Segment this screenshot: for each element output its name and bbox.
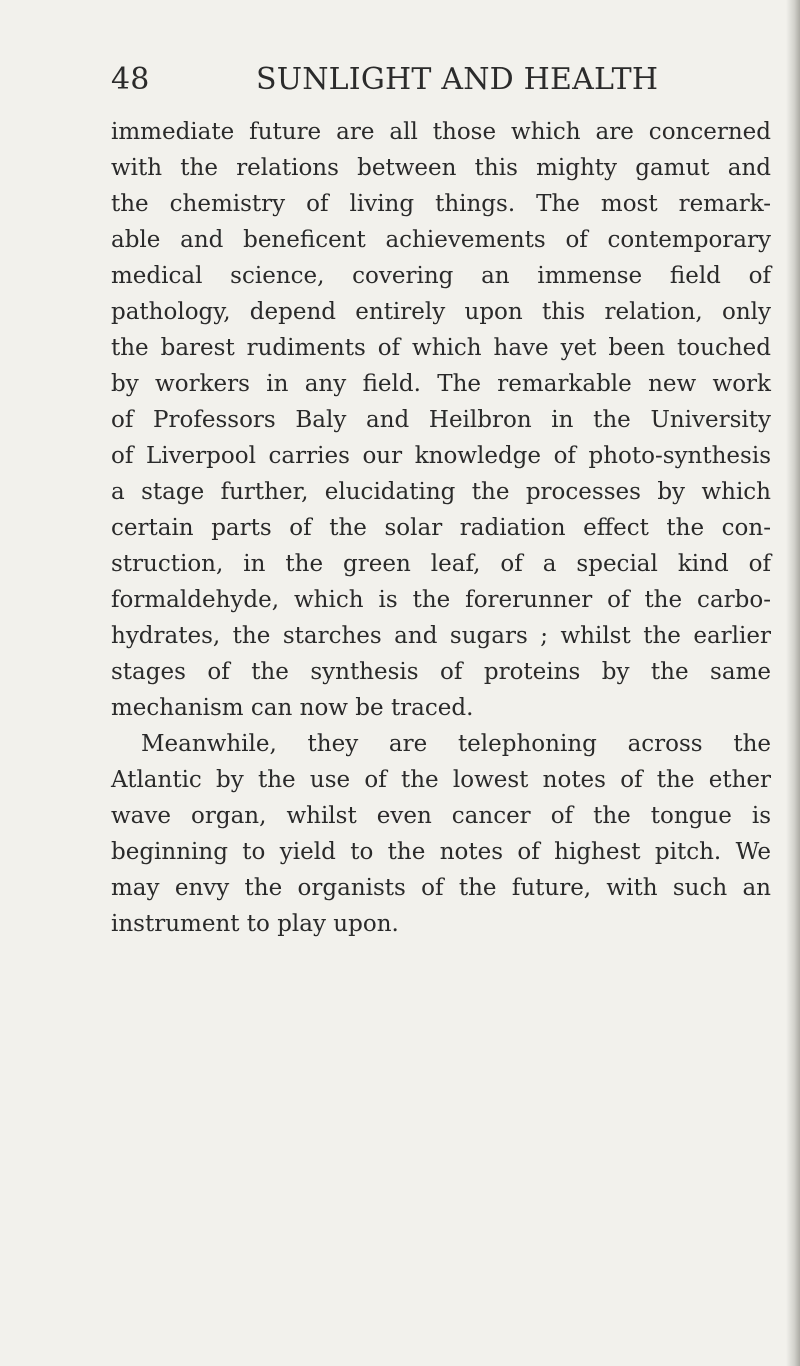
text-line: pathology, depend entirely upon this relation, only [111, 299, 771, 325]
text-line: a stage further, elucidating the processes by which [111, 479, 771, 505]
text-line: immediate future are all those which are concerned [111, 119, 771, 145]
text-line: mechanism can now be traced. [111, 695, 474, 721]
page-number: 48 [111, 62, 150, 97]
running-head: SUNLIGHT AND HEALTH [256, 62, 659, 97]
text-line: stages of the synthesis of proteins by the same [111, 659, 771, 685]
text-line: hydrates, the starches and sugars ; whilst the earlier [111, 623, 771, 649]
text-line: with the relations between this mighty gamut and [111, 155, 771, 181]
text-line: Atlantic by the use of the lowest notes of the ether [111, 767, 771, 793]
page-header [111, 62, 771, 102]
page-edge-shadow [786, 0, 800, 1366]
text-line: the chemistry of living things. The most remark- [111, 191, 771, 217]
text-line: wave organ, whilst even cancer of the tongue is [111, 803, 771, 829]
text-line: formaldehyde, which is the forerunner of the carbo- [111, 587, 771, 613]
text-line: certain parts of the solar radiation effect the con- [111, 515, 771, 541]
text-line: struction, in the green leaf, of a special kind of [111, 551, 771, 577]
text-line: of Professors Baly and Heilbron in the University [111, 407, 771, 433]
text-line: the barest rudiments of which have yet been touched [111, 335, 771, 361]
text-line: able and beneficent achievements of contemporary [111, 227, 771, 253]
paragraph [111, 114, 771, 726]
text-line: of Liverpool carries our knowledge of photo-synthesis [111, 443, 771, 469]
paragraph [111, 726, 771, 942]
body-text [111, 114, 771, 942]
text-line: medical science, covering an immense field of [111, 263, 771, 289]
text-line: instrument to play upon. [111, 911, 399, 937]
text-line: beginning to yield to the notes of highest pitch. We [111, 839, 771, 865]
text-line: Meanwhile, they are telephoning across the [141, 731, 771, 757]
text-line: by workers in any field. The remarkable new work [111, 371, 771, 397]
text-line: may envy the organists of the future, with such an [111, 875, 771, 901]
